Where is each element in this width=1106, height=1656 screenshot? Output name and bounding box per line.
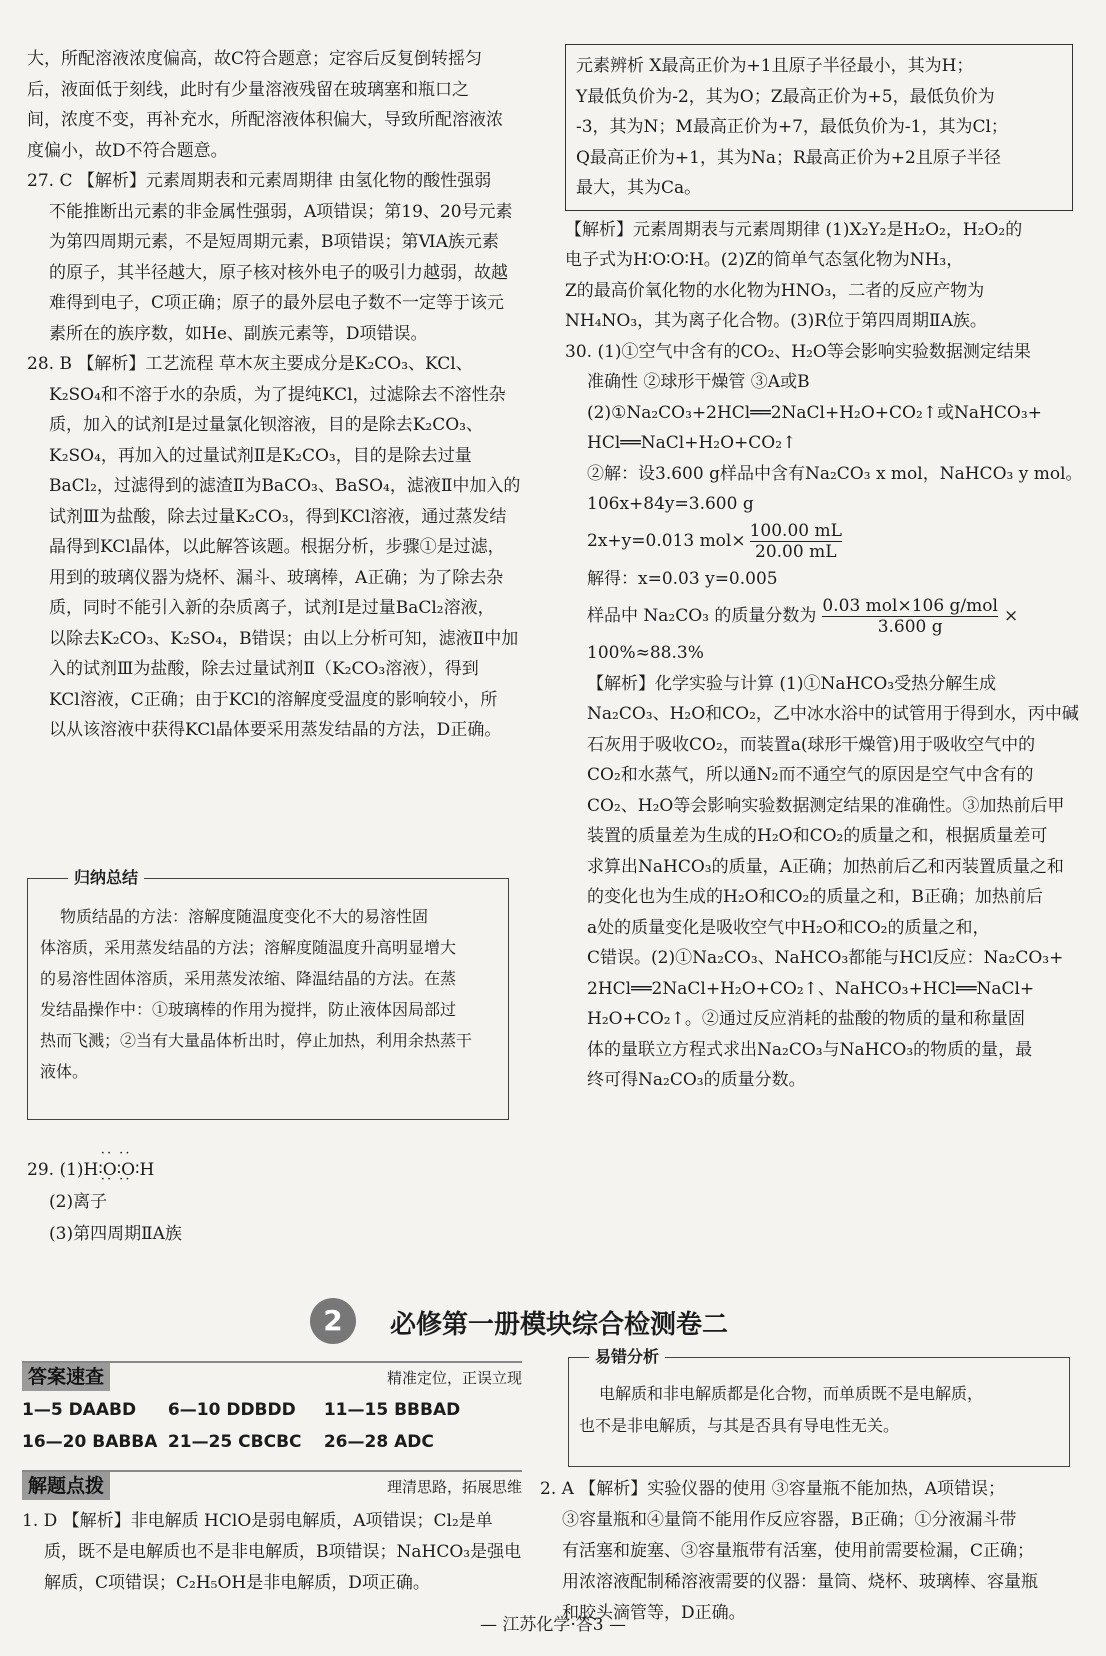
- element-line: -3，其为N；M最高正价为+7，最低负价为-1，其为Cl；: [576, 117, 1008, 137]
- frac2-denominator: 3.600 g: [877, 616, 943, 637]
- q30-analysis-line: 石灰用于吸收CO₂，而装置a(球形干燥管)用于吸收空气中的: [587, 734, 1036, 755]
- q2-line: 用浓溶液配制稀溶液需要的仪器：量筒、烧杯、玻璃棒、容量瓶: [562, 1572, 1038, 1592]
- q29-electron-o: · · O · ·: [103, 1154, 117, 1186]
- q29-analysis-line: 电子式为H∶O∶O∶H。(2)Z的简单气态氢化物为NH₃，: [565, 250, 964, 270]
- q30-analysis-line: 体的量联立方程式求出Na₂CO₃与NaHCO₃的物质的量，最: [587, 1039, 1033, 1060]
- answer-bar-label: 答案速查: [22, 1363, 110, 1391]
- q29-part3: (3)第四周期ⅡA族: [49, 1224, 182, 1244]
- frac2-prefix: 样品中 Na₂CO₃ 的质量分数为: [587, 605, 817, 626]
- answer-group: 26—28 ADC: [323, 1432, 434, 1452]
- q27-line: 不能推断出元素的非金属性强弱，A项错误；第19、20号元素: [49, 201, 513, 222]
- q30-analysis-line: C错误。(2)①Na₂CO₃、NaHCO₃都能与HCl反应：Na₂CO₃+: [587, 948, 1064, 968]
- q30-percent: 100%≈88.3%: [587, 643, 704, 663]
- error-analysis-title: 易错分析: [589, 1344, 665, 1367]
- q29-part2: (2)离子: [49, 1192, 108, 1212]
- q28-line: K₂SO₄和不溶于水的杂质，为了提纯KCl，过滤除去不溶性杂: [49, 384, 506, 405]
- q29-analysis-line: 【解析】元素周期表与元素周期律 (1)X₂Y₂是H₂O₂，H₂O₂的: [565, 219, 1023, 240]
- summary-line: 热而飞溅；②当有大量晶体析出时，停止加热，利用余热蒸干: [40, 1031, 473, 1050]
- q2-block: [540, 1474, 1074, 1629]
- q30-analysis-line: CO₂、H₂O等会影响实验数据测定结果的准确性。③加热前后甲: [587, 795, 1065, 816]
- q30-analysis-line: a处的质量变化是吸收空气中H₂O和CO₂的质量之和，: [587, 917, 990, 938]
- element-line: Q最高正价为+1，其为Na；R最高正价为+2且原子半径: [576, 147, 1001, 168]
- q30-equation-1: [565, 520, 1073, 564]
- tips-bar: [22, 1470, 522, 1502]
- frac2-numerator: 0.03 mol×106 g/mol: [822, 595, 998, 616]
- q30-analysis-line: 求算出NaHCO₃的质量，A正确；加热前后乙和丙装置质量之和: [587, 856, 1064, 877]
- error-line: 电解质和非电解质都是化合物，而单质既不是电解质，: [599, 1384, 984, 1403]
- summary-line: 液体。: [40, 1062, 89, 1081]
- q28-line: 以从该溶液中获得KCl晶体要采用蒸发结晶的方法，D正确。: [49, 720, 502, 740]
- q28-line: 以除去K₂CO₃、K₂SO₄，B错误；由以上分析可知，滤液Ⅱ中加: [49, 628, 519, 649]
- q30-line: HCl══NaCl+H₂O+CO₂↑: [587, 433, 797, 453]
- q30-solution: 解得：x=0.03 y=0.005: [587, 568, 778, 589]
- q27-line: 素所在的族序数，如He、副族元素等，D项错误。: [49, 323, 428, 344]
- section-number-badge: 2: [310, 1298, 356, 1344]
- frac2-suffix: ×: [1003, 605, 1019, 626]
- summary-box: [27, 868, 509, 1120]
- intro-line: 度偏小，故D不符合题意。: [27, 140, 228, 161]
- frac1-numerator: 100.00 mL: [749, 521, 842, 541]
- q30-equation-2: [565, 594, 1073, 638]
- q2-line: 和胶头滴管等，D正确。: [562, 1603, 746, 1623]
- intro-line: 大，所配溶液浓度偏高，故C符合题意；定容后反复倒转摇匀: [27, 49, 483, 69]
- element-line: 最大，其为Ca。: [576, 178, 702, 198]
- q2-line: 2. A 【解析】实验仪器的使用 ③容量瓶不能加热，A项错误；: [540, 1479, 1005, 1499]
- q28-line: 晶得到KCl晶体，以此解答该题。根据分析，步骤①是过滤，: [49, 537, 505, 557]
- right-column: [565, 44, 1083, 1096]
- q30-analysis-line: 的变化也为生成的H₂O和CO₂的质量之和，B正确；加热前后: [587, 887, 1043, 907]
- q30-analysis-line: Na₂CO₃、H₂O和CO₂，乙中冰水浴中的试管用于得到水，丙中碱: [587, 704, 1079, 724]
- q28-line: BaCl₂，过滤得到的滤渣Ⅱ为BaCO₃、BaSO₄，滤液Ⅱ中加入的: [49, 476, 521, 496]
- summary-title: 归纳总结: [68, 865, 144, 888]
- q2-line: ③容量瓶和④量筒不能用作反应容器，B正确；①分液漏斗带: [562, 1510, 1017, 1530]
- q28-line: K₂SO₄，再加入的过量试剂Ⅱ是K₂CO₃，目的是除去过量: [49, 445, 472, 466]
- q30-analysis-line: 装置的质量差为生成的H₂O和CO₂的质量之和，根据质量差可: [587, 826, 1048, 846]
- q29-analysis-line: Z的最高价氧化物的水化物为HNO₃，二者的反应产物为: [565, 280, 985, 301]
- q30-line: 准确性 ②球形干燥管 ③A或B: [587, 372, 810, 392]
- error-line: 也不是非电解质，与其是否具有导电性无关。: [579, 1416, 900, 1435]
- answer-group: 21—25 CBCBC: [167, 1432, 302, 1452]
- intro-line: 间，浓度不变，再补充水，所配溶液体积偏大，导致所配溶液浓: [27, 110, 503, 130]
- section-banner: [310, 1298, 830, 1342]
- q30-analysis-line: CO₂和水蒸气，所以通N₂而不通空气的原因是空气中含有的: [587, 765, 1034, 785]
- q1-line: 1. D 【解析】非电解质 HClO是弱电解质，A项错误；Cl₂是单: [22, 1511, 493, 1531]
- summary-line: 的易溶性固体溶质，采用蒸发浓缩、降温结晶的方法。在蒸: [40, 969, 457, 988]
- answer-group: 1—5 DAABD: [22, 1400, 137, 1420]
- tips-bar-label: 解题点拨: [22, 1472, 110, 1500]
- q29-electron-h: H: [139, 1160, 155, 1180]
- answer-bar: [22, 1361, 522, 1393]
- summary-line: 物质结晶的方法：溶解度随温度变化不大的易溶性固: [60, 907, 429, 926]
- answer-group: 6—10 DDBDD: [167, 1400, 296, 1420]
- intro-line: 后，液面低于刻线，此时有少量溶液残留在玻璃塞和瓶口之: [27, 79, 469, 100]
- q28-line: 用到的玻璃仪器为烧杯、漏斗、玻璃棒，A正确；为了除去杂: [49, 567, 504, 588]
- q29-electron-h: (1)H: [59, 1160, 99, 1180]
- q28-line: 入的试剂Ⅲ为盐酸，除去过量试剂Ⅱ（K₂CO₃溶液），得到: [49, 659, 479, 679]
- q1-line: 解质，C项错误；C₂H₅OH是非电解质，D项正确。: [44, 1573, 430, 1593]
- frac1-prefix: 2x+y=0.013 mol×: [587, 531, 746, 552]
- section-title: 必修第一册模块综合检测卷二: [390, 1310, 729, 1340]
- q30-line: (2)①Na₂CO₃+2HCl══2NaCl+H₂O+CO₂↑或NaHCO₃+: [587, 402, 1042, 423]
- q28-line: KCl溶液，C正确；由于KCl的溶解度受温度的影响较小，所: [49, 689, 498, 710]
- answers-row-2: [22, 1432, 434, 1452]
- error-analysis-box: [568, 1347, 1070, 1467]
- q30-analysis-line: 终可得Na₂CO₃的质量分数。: [587, 1070, 806, 1090]
- element-line: Y最低负价为-2，其为O；Z最高正价为+5，最低负价为: [576, 86, 995, 107]
- q29-analysis-line: NH₄NO₃，其为离子化合物。(3)R位于第四周期ⅡA族。: [565, 311, 987, 331]
- q28-line: 试剂Ⅲ为盐酸，除去过量K₂CO₃，得到KCl溶液，通过蒸发结: [49, 506, 507, 527]
- q1-line: 质，既不是电解质也不是非电解质，B项错误；NaHCO₃是强电: [44, 1542, 522, 1562]
- q2-line: 有活塞和旋塞、③容量瓶带有活塞，使用前需要检漏，C正确；: [562, 1541, 1035, 1561]
- summary-line: 发结晶操作中：①玻璃棒的作用为搅拌，防止液体因局部过: [40, 1000, 457, 1019]
- q30-line: 30. (1)①空气中含有的CO₂、H₂O等会影响实验数据测定结果: [565, 341, 1031, 362]
- element-analysis-box: [565, 44, 1073, 211]
- page-footer: — 江苏化学·答3 —: [479, 1615, 627, 1635]
- answer-group: 11—15 BBBAD: [323, 1400, 461, 1420]
- q28-line: 质，加入的试剂Ⅰ是过量氯化钡溶液，目的是除去K₂CO₃、: [49, 415, 483, 435]
- q30-analysis-line: 2HCl══2NaCl+H₂O+CO₂↑、NaHCO₃+HCl══NaCl+: [587, 978, 1035, 999]
- q1-block: [22, 1506, 522, 1599]
- q28-line: 质，同时不能引入新的杂质离子，试剂Ⅰ是过量BaCl₂溶液，: [49, 598, 495, 618]
- tips-bar-sub: 理清思路，拓展思维: [386, 1478, 522, 1496]
- q30-line: 106x+84y=3.600 g: [587, 494, 754, 514]
- frac1-denominator: 20.00 mL: [755, 542, 837, 562]
- answers-row-1: [22, 1400, 460, 1420]
- answer-bar-sub: 精准定位，正误立现: [386, 1369, 522, 1387]
- element-line: 元素辨析 X最高正价为+1且原子半径最小，其为H；: [576, 56, 974, 76]
- left-column: [27, 44, 519, 746]
- q30-analysis-line: H₂O+CO₂↑。②通过反应消耗的盐酸的物质的量和称量固: [587, 1009, 1025, 1029]
- answer-group: 16—20 BABBA: [22, 1432, 158, 1452]
- q27-line: 的原子，其半径越大，原子核对核外电子的吸引力越弱，故越: [49, 262, 508, 283]
- q29-number: 29.: [27, 1160, 55, 1180]
- q27-line: 27. C 【解析】元素周期表和元素周期律 由氢化物的酸性强弱: [27, 171, 492, 191]
- summary-line: 体溶质，采用蒸发结晶的方法；溶解度随温度升高明显增大: [40, 938, 457, 957]
- q29-answer: 29. (1)H∶· · O · ·∶· · O · ·∶H (2)离子 (3)第四周期ⅡA族: [27, 1154, 182, 1250]
- q28-line: 28. B 【解析】工艺流程 草木灰主要成分是K₂CO₃、KCl、: [27, 354, 473, 374]
- q29-electron-o: · · O · ·: [121, 1154, 135, 1186]
- q27-line: 为第四周期元素，不是短周期元素，B项错误；第ⅥA族元素: [49, 232, 499, 252]
- q27-line: 难得到电子，C项正确；原子的最外层电子数不一定等于该元: [49, 293, 505, 313]
- q30-line: ②解：设3.600 g样品中含有Na₂CO₃ x mol，NaHCO₃ y mol。: [587, 463, 1083, 484]
- q30-analysis-line: 【解析】化学实验与计算 (1)①NaHCO₃受热分解生成: [587, 673, 997, 694]
